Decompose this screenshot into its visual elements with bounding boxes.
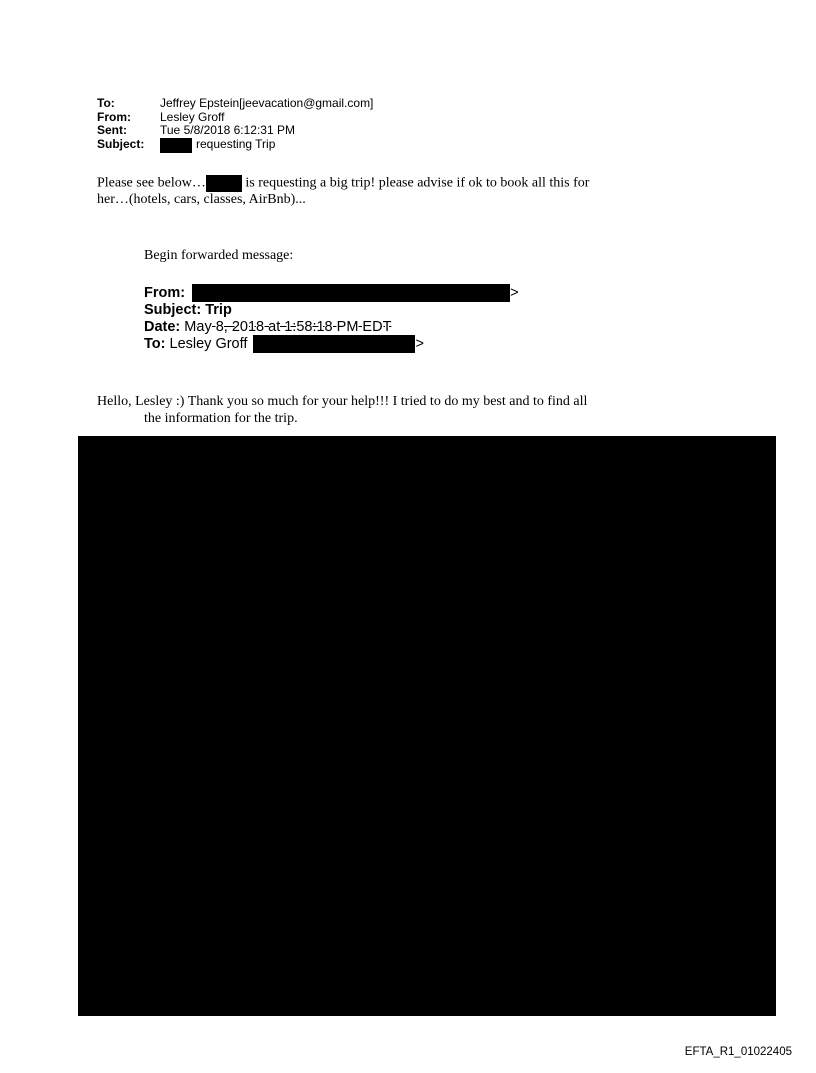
header-subject-row (97, 138, 373, 153)
intro-line-1 (97, 175, 697, 192)
email-header (97, 97, 373, 153)
intro-text-after: is requesting a big trip! please advise if ok to book all this for (241, 175, 590, 191)
header-sent-value: Tue 5/8/2018 6:12:31 PM (160, 123, 295, 137)
redaction-block (253, 335, 415, 353)
fwd-from-suffix: > (510, 284, 519, 301)
fwd-subject-value: Trip (205, 302, 232, 318)
body-line-2: the information for the trip. (144, 410, 298, 426)
header-sent-label: Sent: (97, 123, 127, 137)
forward-intro: Begin forwarded message: (144, 248, 294, 263)
redaction-block (160, 138, 192, 153)
fwd-date-value: May 8, 2018 at 1:58:18 PM EDT (184, 318, 392, 335)
header-from-value: Lesley Groff (160, 109, 225, 124)
fwd-date-label: Date: (144, 318, 181, 335)
header-to-row (97, 97, 373, 111)
intro-text-before: Please see below… (97, 175, 206, 191)
document-id: EFTA_R1_01022405 (684, 1046, 792, 1058)
message-body (97, 394, 697, 427)
header-to-value: Jeffrey Epstein[jeevacation@gmail.com] (160, 96, 374, 110)
fwd-subject-label: Subject: (144, 302, 202, 318)
fwd-to-row (144, 335, 519, 353)
fwd-date-row (144, 319, 519, 336)
redaction-block (206, 175, 242, 192)
forwarded-header (144, 284, 519, 353)
intro-paragraph (97, 175, 697, 209)
fwd-to-label: To: (144, 335, 166, 352)
fwd-to-value: Lesley Groff (169, 335, 248, 352)
large-redaction-block (78, 436, 776, 1016)
fwd-to-suffix: > (415, 335, 424, 352)
intro-line-2: her…(hotels, cars, classes, AirBnb)... (97, 192, 306, 208)
body-line-1: Hello, Lesley :) Thank you so much for your help!!! I tried to do my best and to find all (97, 394, 588, 409)
header-subject-value: requesting Trip (196, 136, 276, 151)
fwd-from-label: From: (144, 284, 186, 301)
header-sent-row (97, 124, 373, 138)
fwd-from-row (144, 284, 519, 302)
redaction-block (192, 284, 510, 302)
fwd-subject-row (144, 302, 519, 319)
header-from-row (97, 111, 373, 125)
header-to-label: To: (97, 96, 115, 110)
header-subject-label: Subject: (97, 136, 145, 151)
header-from-label: From: (97, 109, 131, 124)
